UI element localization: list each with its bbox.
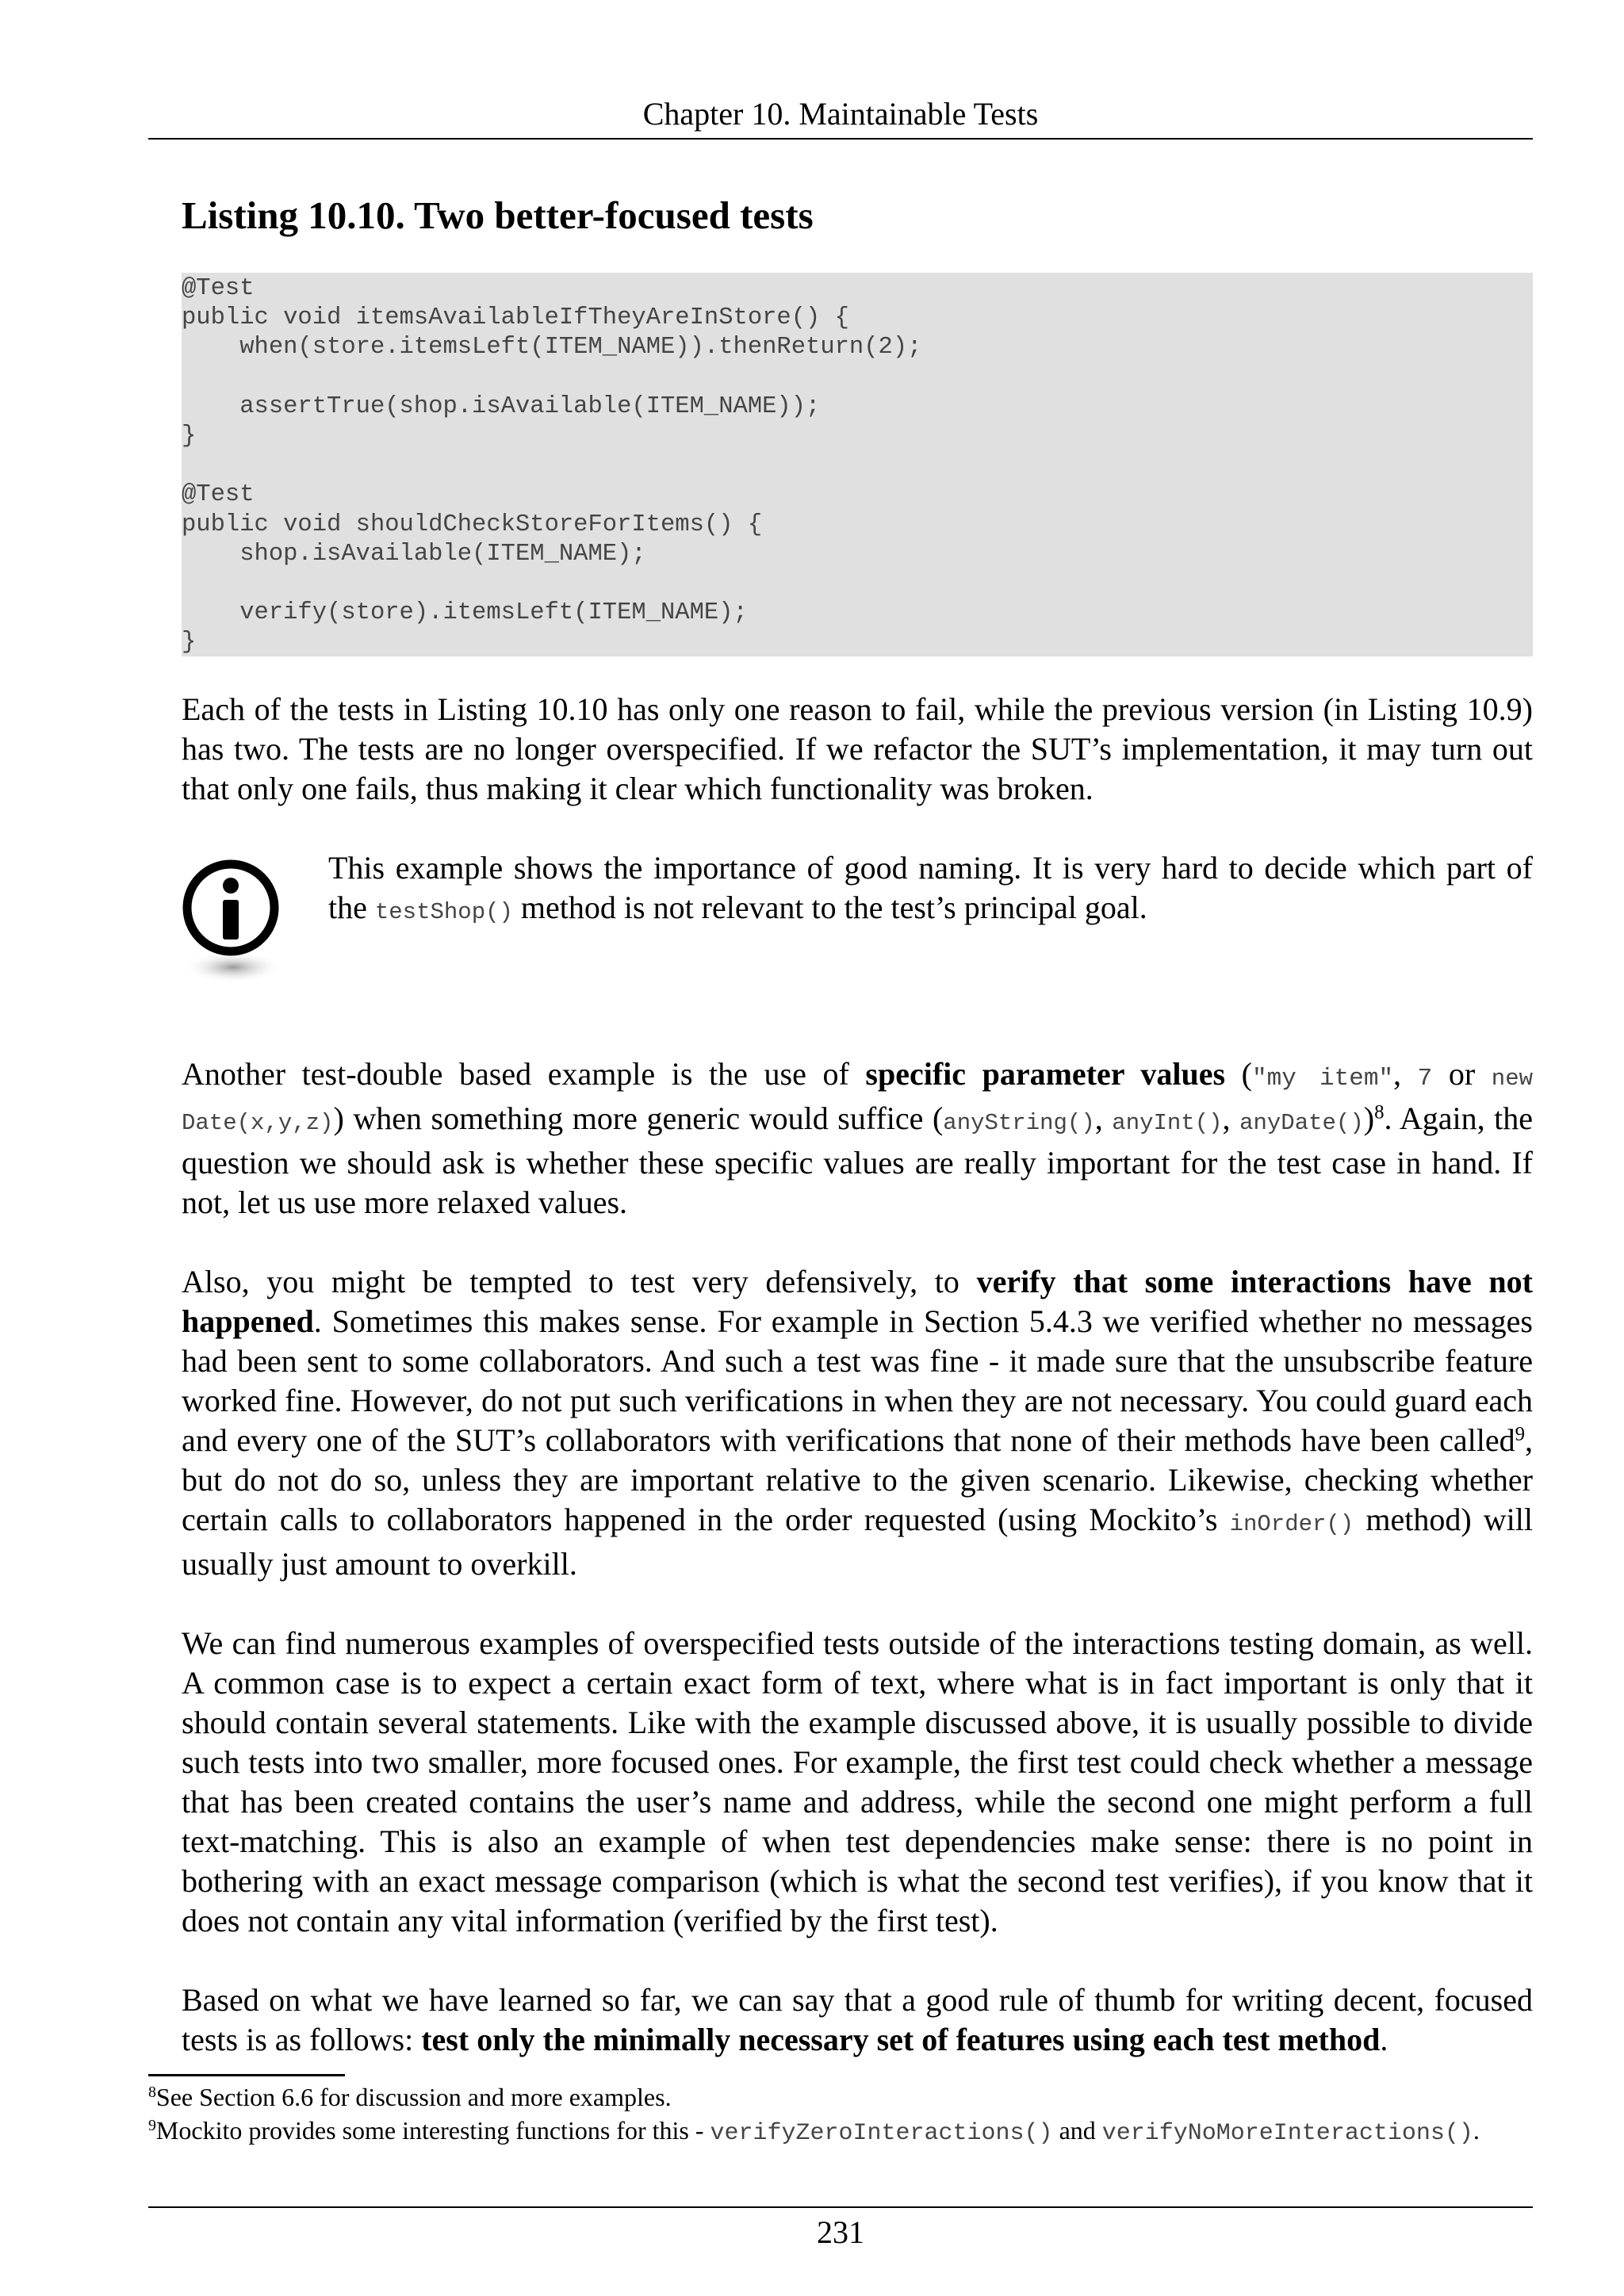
page-number: 231 xyxy=(817,2214,864,2250)
bold-phrase: test only the minimally necessary set of features using each test method xyxy=(421,2022,1381,2057)
footer-rule xyxy=(148,2206,1533,2208)
code-line xyxy=(182,363,1533,392)
inline-code: anyDate() xyxy=(1239,1110,1364,1136)
inline-code: testShop() xyxy=(374,899,513,925)
inline-code: "my item" xyxy=(1252,1065,1394,1093)
footnote-ref: 8 xyxy=(1374,1101,1385,1123)
code-line: assertTrue(shop.isAvailable(ITEM_NAME)); xyxy=(182,392,821,420)
code-line: when(store.itemsLeft(ITEM_NAME)).thenReturn(2); xyxy=(182,334,922,362)
paragraph: Each of the tests in Listing 10.10 has only one reason to fail, while the previous version (in Listing 10.9) has two. The tests are no longer overspecified. If we refactor the SUT’s implementation, it may turn out that only one fails, thus making it clear which functionality was broken. xyxy=(182,691,1533,806)
inline-code: new Date(x,y,z) xyxy=(182,1066,1534,1136)
code-line: shop.isAvailable(ITEM_NAME); xyxy=(182,540,646,568)
bold-phrase: verify that some interactions have not happened xyxy=(182,1264,1533,1339)
info-icon xyxy=(182,856,285,991)
note-text: This example shows the importance of good naming. It is very hard to decide which part of the testShop() method is not relevant to the test’s principal goal. xyxy=(328,850,1533,925)
paragraph: We can find numerous examples of overspecified tests outside of the interactions testing domain, as well. A common case is to expect a certain exact form of text, where what is in fact important is only that it should contain several statements. Like with the example discussed above, it is usually possible to divide such tests into two smaller, more focused ones. For example, the first test could check whether a message that has been created contains the user’s name and address, while the second one might perform a full text-matching. This is also an example of when test dependencies make sense: there is no point in bothering with an exact message comparison (which is what the second test verifies), if you know that it does not contain any vital information (verified by the first test). xyxy=(182,1625,1533,1938)
code-line: public void shouldCheckStoreForItems() { xyxy=(182,511,763,538)
code-line xyxy=(182,451,1533,480)
inline-code: anyInt() xyxy=(1112,1110,1223,1136)
bold-phrase: specific parameter values xyxy=(865,1056,1226,1092)
listing-title: Listing 10.10. Two better-focused tests xyxy=(182,193,814,237)
paragraph: Also, you might be tempted to test very defensively, to verify that some interactions have not happened. Sometimes this makes sense. For example in Section 5.4.3 we verified whether no messages had been sent to some collaborators. And such a test was fine - it made sure that the unsubscribe feature worked fine. However, do not put such verifications in when they are not necessary. You could guard each and every one of the SUT’s collaborators with verifications that none of their methods have been called$^9$, but do not do so, unless they are important relative to the given scenario. Likewise, checking whether certain calls to collaborators happened in the order requested (using Mockito’s inOrder() method) will usually just amount to overkill. xyxy=(182,1264,1534,1582)
footnote-rule xyxy=(148,2074,345,2076)
code-line: } xyxy=(182,629,197,656)
code-line: } xyxy=(182,422,197,450)
inline-code: anyString() xyxy=(943,1110,1095,1136)
code-line: @Test xyxy=(182,481,255,509)
inline-code: verifyNoMoreInteractions() xyxy=(1101,2120,1473,2147)
footnote-9: $^9$Mockito provides some interesting functions for this - verifyZeroInteractions() and verifyNoMoreInteractions(). xyxy=(148,2116,1480,2147)
inline-code: 7 xyxy=(1417,1065,1433,1093)
footnote-8: $^8$See Section 6.6 for discussion and more examples. xyxy=(148,2083,672,2111)
code-line: verify(store).itemsLeft(ITEM_NAME); xyxy=(182,599,748,627)
code-line xyxy=(182,569,1533,599)
footnotes xyxy=(148,2080,1533,2150)
footnote-ref: 9 xyxy=(1515,1423,1525,1445)
header-rule xyxy=(148,138,1533,140)
running-header: Chapter 10. Maintainable Tests xyxy=(642,96,1039,132)
code-listing xyxy=(182,273,1533,656)
paragraph: Another test-double based example is the use of specific parameter values ("my item", 7 or new Date(x,y,z)) when something more generic would suffice (anyString(), anyInt(), anyDate())$^8$. Again, the question we should ask is whether these specific values are really important for the test case in hand. If not, let us use more relaxed values. xyxy=(182,1056,1534,1220)
inline-code: verifyZeroInteractions() xyxy=(710,2120,1053,2147)
inline-code: inOrder() xyxy=(1229,1511,1354,1537)
code-line: @Test xyxy=(182,275,255,302)
main-text xyxy=(182,690,1533,2060)
paragraph: Based on what we have learned so far, we can say that a good rule of thumb for writing decent, focused tests is as follows: test only the minimally necessary set of features using each test method. xyxy=(182,1982,1533,2057)
info-note xyxy=(182,848,1533,1054)
code-line: public void itemsAvailableIfTheyAreInStore() { xyxy=(182,304,849,332)
